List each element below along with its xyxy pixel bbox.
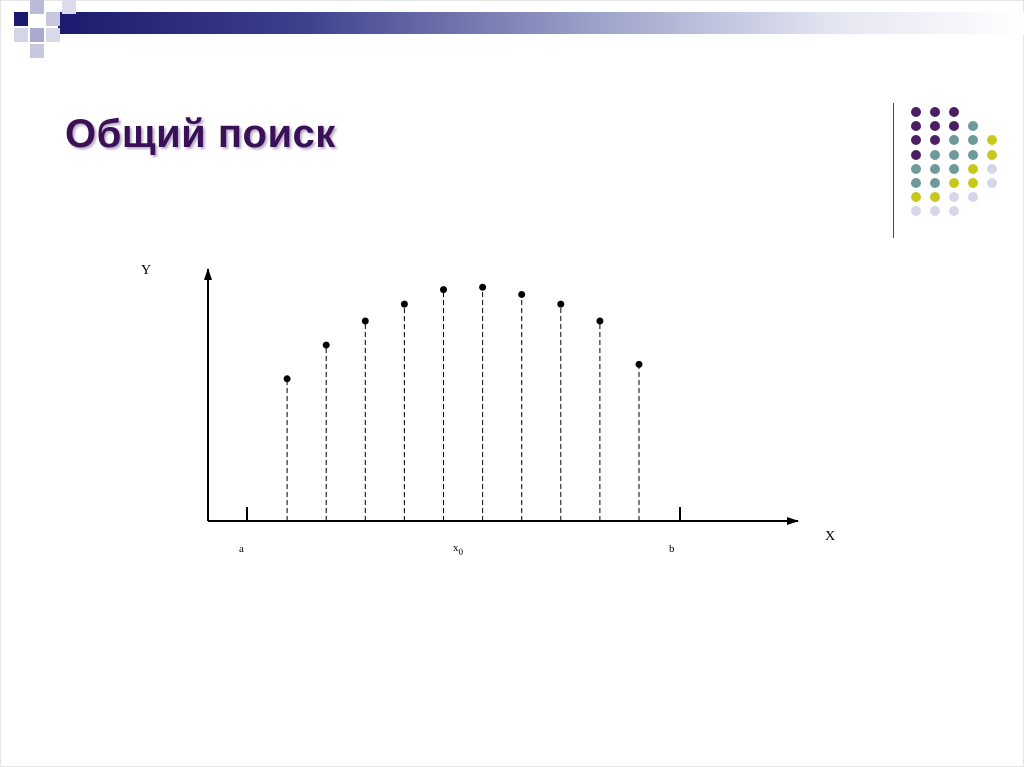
tick-label-x0-base: x (453, 542, 459, 554)
sample-points (284, 284, 643, 521)
tick-label-a: a (239, 543, 244, 555)
slide-title: Общий поиск (65, 112, 336, 156)
sample-point (323, 342, 330, 349)
sample-point (557, 301, 564, 308)
sample-point (401, 301, 408, 308)
y-axis-label: Y (141, 263, 152, 278)
sample-point (362, 317, 369, 324)
sample-point (518, 291, 525, 298)
sample-point (284, 375, 291, 382)
tick-label-x0 (453, 542, 464, 557)
x-axis-label: X (825, 529, 836, 544)
sample-point (636, 361, 643, 368)
sample-point (440, 286, 447, 293)
tick-label-b: b (669, 543, 675, 555)
sample-point (479, 284, 486, 291)
sample-point (596, 317, 603, 324)
tick-label-x0-subscript: 0 (458, 547, 463, 557)
